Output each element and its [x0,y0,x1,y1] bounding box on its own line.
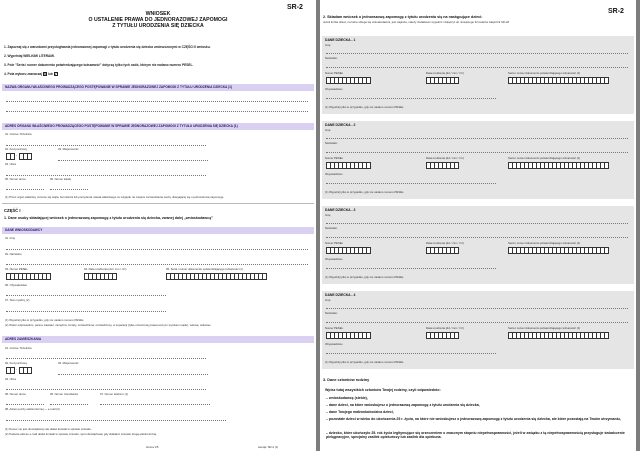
authority-name-band-label: NAZWA ORGANU WŁAŚCIWEGO PROWADZĄCEGO POSTĘPOWANIE W SPRAWIE JEDNORAZOWEJ ZAPOMOGI Z TYTUŁU URODZENIA DZIECKA (1) [5,85,233,89]
applicant-first-name-field[interactable] [6,249,308,250]
applicant-pesel-boxes[interactable] [6,273,50,280]
residence-gmina-label: 01. Gmina / Dzielnica [5,346,32,350]
instruction-4-text: 4. Pola wyboru zaznaczaj [4,71,43,76]
residence-house-label: 05. Numer domu [5,392,26,396]
child-birth-date-boxes[interactable] [426,332,458,339]
section-3-item [326,431,630,440]
child-pesel-boxes[interactable] [326,77,370,84]
title-line-3: Z TYTUŁU URODZENIA SIĘ DZIECKA [112,23,204,29]
child-title: DANE DZIECKA - 4 [325,293,356,297]
residence-gmina-field[interactable] [6,358,206,359]
applicant-id-doc-label: 05. Seria i numer dokumentu potwierdzającego tożsamość (1) [166,267,243,271]
child-citizenship-label: Obywatelstwo [325,257,343,261]
child-last-name-field[interactable] [326,152,628,153]
applicant-citizenship-label: 06. Obywatelstwo [5,283,28,287]
authority-city-field[interactable] [58,160,208,161]
checkbox-example-check: ✓ [54,72,58,76]
child-last-name-field[interactable] [326,67,628,68]
child-citizenship-field[interactable] [326,98,496,99]
authority-address-band-label: ADRES ORGANU WŁAŚCIWEGO PROWADZĄCEGO POSTĘPOWANIE W SPRAWIE JEDNORAZOWEJ ZAPOMOGI Z TYTUŁU URODZENIA SIĘ DZIECKA (1) [5,124,238,128]
child-first-name-field[interactable] [326,53,628,54]
authority-gmina-label: 01. Gmina / Dzielnica [5,132,32,136]
residence-footnote-1: (1) Numer nie jest obowiązkowy ale ułatwi kontakt w sprawie wniosku. [5,427,92,431]
authority-postal-boxes-b[interactable] [19,153,31,160]
authority-house-field[interactable] [6,189,44,190]
child-id-doc-label: Seria i numer dokumentu potwierdzającego tożsamość (1) [508,156,581,160]
child-pesel-label: Numer PESEL [325,326,344,330]
postal-dash: - [16,367,18,371]
instruction-4 [4,72,58,76]
child-citizenship-field[interactable] [326,353,496,354]
form-page-2 [320,0,636,451]
child-last-name-field[interactable] [326,237,628,238]
authority-postal-boxes-a[interactable] [6,153,14,160]
bullet: – [326,417,329,421]
bullet: – [326,396,329,400]
child-block-background [322,121,634,199]
instruction-1: 1. Zapoznaj się z warunkami przysługiwania jednorazowej zapomogi z tytułu urodzenia się dziecka umieszczonymi w CZĘŚCI II wniosku. [4,45,211,49]
authority-street-label: 04. Ulica [5,162,16,166]
child-id-doc-boxes[interactable] [508,162,608,169]
page-number: strona 1/5 [146,445,159,449]
residence-flat-field[interactable] [50,404,88,405]
applicant-footnote-2: (2) Wpisz odpowiednio: panna, kawaler, zamężna, żonaty, rozwiedziona, rozwiedziony, w separacji (tylko orzeczonej prawomocnym wyrokiem sądu), wdowa, wdowiec. [5,323,212,327]
section-2-title: 2. Składam wniosek o jednorazową zapomogę z tytułu urodzenia się na następujące dzieci: [323,15,483,19]
bullet: – [326,410,329,414]
child-title: DANE DZIECKA - 2 [325,123,356,127]
section-2-note: Jeżeli liczba dzieci, na które ubiega się wnioskodawca, jest większa, należy dodatkowo wypełnić i dołączyć do niniejszego formularza załącznik SR-2Z [323,20,510,24]
child-id-doc-label: Seria i numer dokumentu potwierdzającego tożsamość (1) [508,71,581,75]
child-last-name-field[interactable] [326,322,628,323]
child-first-name-label: Imię: [325,298,332,302]
child-pesel-boxes[interactable] [326,162,370,169]
child-id-doc-boxes[interactable] [508,247,608,254]
bullet: – [326,403,329,407]
residence-email-field[interactable] [6,420,226,421]
applicant-pesel-label: 03. Numer PESEL [5,267,28,271]
residence-city-label: 03. Miejscowość [58,361,79,365]
authority-house-label: 05. Numer domu [5,177,26,181]
section-3-item [326,403,630,407]
child-block-background [322,206,634,284]
applicant-last-name-label: 02. Nazwisko [5,252,22,256]
applicant-birth-date-label: 04. Data urodzenia (dd / mm / rrrr) [84,267,127,271]
residence-postal-label: 02. Kod pocztowy [5,361,28,365]
child-last-name-label: Nazwisko: [325,141,338,145]
section-1-title: 1. Dane osoby składającej wniosek o jednorazową zapomogę z tytułu urodzenia się dziecka, zwanej dalej „wnioskodawcą” [4,216,213,220]
form-page-1 [0,0,316,451]
child-birth-date-label: Data urodzenia (dd / mm / rrrr) [426,326,464,330]
residence-band [2,336,314,343]
authority-street-field[interactable] [6,175,206,176]
section-3-item-text: dziecko, które ukończyło 25. rok życia legitymujące się orzeczeniem o znacznym stopniu niepełnosprawności, jeżeli w związku z tą niepełnosprawnością przysługuje świadczenie pielęgnacyjne, specjalny zasiłek opiekuńczy lub zasiłek dla opiekuna. [326,431,625,440]
child-last-name-label: Nazwisko: [325,226,338,230]
section-3-item-text: dane dzieci, na które wnioskujesz o jednorazową zapomogę z tytułu urodzenia się dziecka, [328,403,480,407]
child-first-name-field[interactable] [326,138,628,139]
child-birth-date-boxes[interactable] [426,162,458,169]
child-first-name-label: Imię: [325,43,332,47]
checkbox-example-x: X [43,72,46,76]
check-or: lub [47,71,53,76]
residence-postal-boxes-b[interactable] [19,367,31,374]
child-pesel-label: Numer PESEL [325,71,344,75]
applicant-birth-date-boxes[interactable] [84,273,116,280]
authority-name-line-2[interactable] [6,111,308,112]
applicant-last-name-field[interactable] [6,264,308,265]
residence-house-field[interactable] [6,404,44,405]
residence-band-label: ADRES ZAMIESZKANIA [5,337,42,341]
child-citizenship-label: Obywatelstwo [325,87,343,91]
form-code: SR-2 [608,8,624,15]
residence-phone-field[interactable] [100,404,210,405]
authority-gmina-field[interactable] [6,145,206,146]
authority-flat-label: 06. Numer lokalu [50,177,72,181]
title-line-1: WNIOSEK [145,11,171,17]
child-block-background [322,36,634,114]
authority-name-band [2,84,314,91]
child-birth-date-boxes[interactable] [426,77,458,84]
residence-phone-label: 07. Numer telefonu (1) [100,392,128,396]
child-citizenship-field[interactable] [326,183,496,184]
divider [2,203,314,204]
part-label: CZĘŚĆ I [4,208,21,213]
child-first-name-label: Imię: [325,128,332,132]
child-pesel-boxes[interactable] [326,332,370,339]
title-line-2: O USTALENIE PRAWA DO JEDNORAZOWEJ ZAPOMOGI [88,17,228,23]
residence-street-label: 04. Ulica [5,377,16,381]
child-citizenship-label: Obywatelstwo [325,172,343,176]
child-citizenship-field[interactable] [326,268,496,269]
postal-dash: - [16,153,18,157]
applicant-band-label: DANE WNIOSKODAWCY [5,228,43,232]
form-code: SR-2 [287,4,303,11]
residence-postal-boxes-a[interactable] [6,367,14,374]
child-id-doc-boxes[interactable] [508,77,608,84]
child-footnote: (1) Wypełnij tylko w przypadku, gdy nie nadano numeru PESEL. [325,360,405,364]
section-3-item-text: dane Twojego małżonka/rodzica dzieci, [328,410,394,414]
residence-email-label: 08. Adres poczty elektronicznej — e-mail (2) [5,407,60,411]
child-first-name-label: Imię: [325,213,332,217]
child-block-background [322,291,634,369]
child-last-name-label: Nazwisko: [325,311,338,315]
bullet: – [326,431,329,435]
authority-flat-field[interactable] [50,189,88,190]
applicant-footnote-1: (1) Wypełnij tylko w przypadku, gdy nie nadano numeru PESEL. [5,318,85,322]
residence-city-field[interactable] [58,374,208,375]
child-footnote: (1) Wypełnij tylko w przypadku, gdy nie nadano numeru PESEL. [325,105,405,109]
section-3-item [326,417,630,421]
residence-footnote-2: (2) Podanie adresu e-mail ułatwi kontakt w sprawie wniosku i jest obowiązkowe gdy składasz wniosek drogą elektroniczną. [5,432,157,436]
applicant-citizenship-field[interactable] [6,295,166,296]
child-id-doc-label: Seria i numer dokumentu potwierdzającego tożsamość (1) [508,241,581,245]
child-birth-date-boxes[interactable] [426,247,458,254]
applicant-band [2,227,314,234]
authority-footnote: (1) Przez organ właściwy rozumie się wójta, burmistrza lub prezydenta miasta właściwego ze względu na miejsce zamieszkania osoby ubiegającej się o jednorazową zapomogę. [5,195,225,199]
child-id-doc-boxes[interactable] [508,332,608,339]
child-last-name-label: Nazwisko: [325,56,338,60]
child-pesel-label: Numer PESEL [325,156,344,160]
child-footnote: (1) Wypełnij tylko w przypadku, gdy nie nadano numeru PESEL. [325,275,405,279]
authority-name-line-1[interactable] [6,101,308,102]
applicant-marital-label: 07. Stan cywilny (2) [5,298,30,302]
child-footnote: (1) Wypełnij tylko w przypadku, gdy nie nadano numeru PESEL. [325,190,405,194]
child-title: DANE DZIECKA - 3 [325,208,356,212]
authority-address-band [2,123,314,130]
residence-flat-label: 06. Numer mieszkania [50,392,78,396]
section-3-item [326,410,630,414]
child-title: DANE DZIECKA - 1 [325,38,356,42]
section-3-item-text: wnioskodawcę (siebie), [328,396,368,400]
child-birth-date-label: Data urodzenia (dd / mm / rrrr) [426,241,464,245]
instruction-2: 2. Wypełniaj WIELKIMI LITERAMI. [4,54,55,58]
child-birth-date-label: Data urodzenia (dd / mm / rrrr) [426,156,464,160]
applicant-marital-field[interactable] [6,311,166,312]
child-citizenship-label: Obywatelstwo [325,342,343,346]
authority-city-label: 03. Miejscowość [58,147,79,151]
child-first-name-field[interactable] [326,308,628,309]
form-title [58,11,258,29]
residence-street-field[interactable] [6,389,206,390]
section-3-item [326,396,630,400]
applicant-id-doc-boxes[interactable] [166,273,266,280]
section-3-item-text: pozostałe dzieci w wieku do ukończenia 25 r. życia, na które nie wnioskujesz o jednorazową zapomogę z tytułu urodzenia się dziecka, ale które pozostają na Twoim utrzymaniu, [328,417,621,421]
child-id-doc-label: Seria i numer dokumentu potwierdzającego tożsamość (1) [508,326,581,330]
form-version: wersja: SR-2 (1) [258,445,279,449]
authority-postal-label: 02. Kod pocztowy [5,147,28,151]
child-birth-date-label: Data urodzenia (dd / mm / rrrr) [426,71,464,75]
instruction-3: 3. Pole "Seria i numer dokumentu potwierdzającego tożsamość" dotyczą tylko tych osób, którym nie nadano numeru PESEL. [4,63,194,67]
section-3-intro: Wpisz tutaj wszystkich członków Twojej rodziny, czyli odpowiednio: [325,388,441,392]
child-pesel-label: Numer PESEL [325,241,344,245]
child-first-name-field[interactable] [326,223,628,224]
section-3-title: 3. Dane członków rodziny [323,378,370,382]
applicant-first-name-label: 01. Imię [5,236,15,240]
child-pesel-boxes[interactable] [326,247,370,254]
